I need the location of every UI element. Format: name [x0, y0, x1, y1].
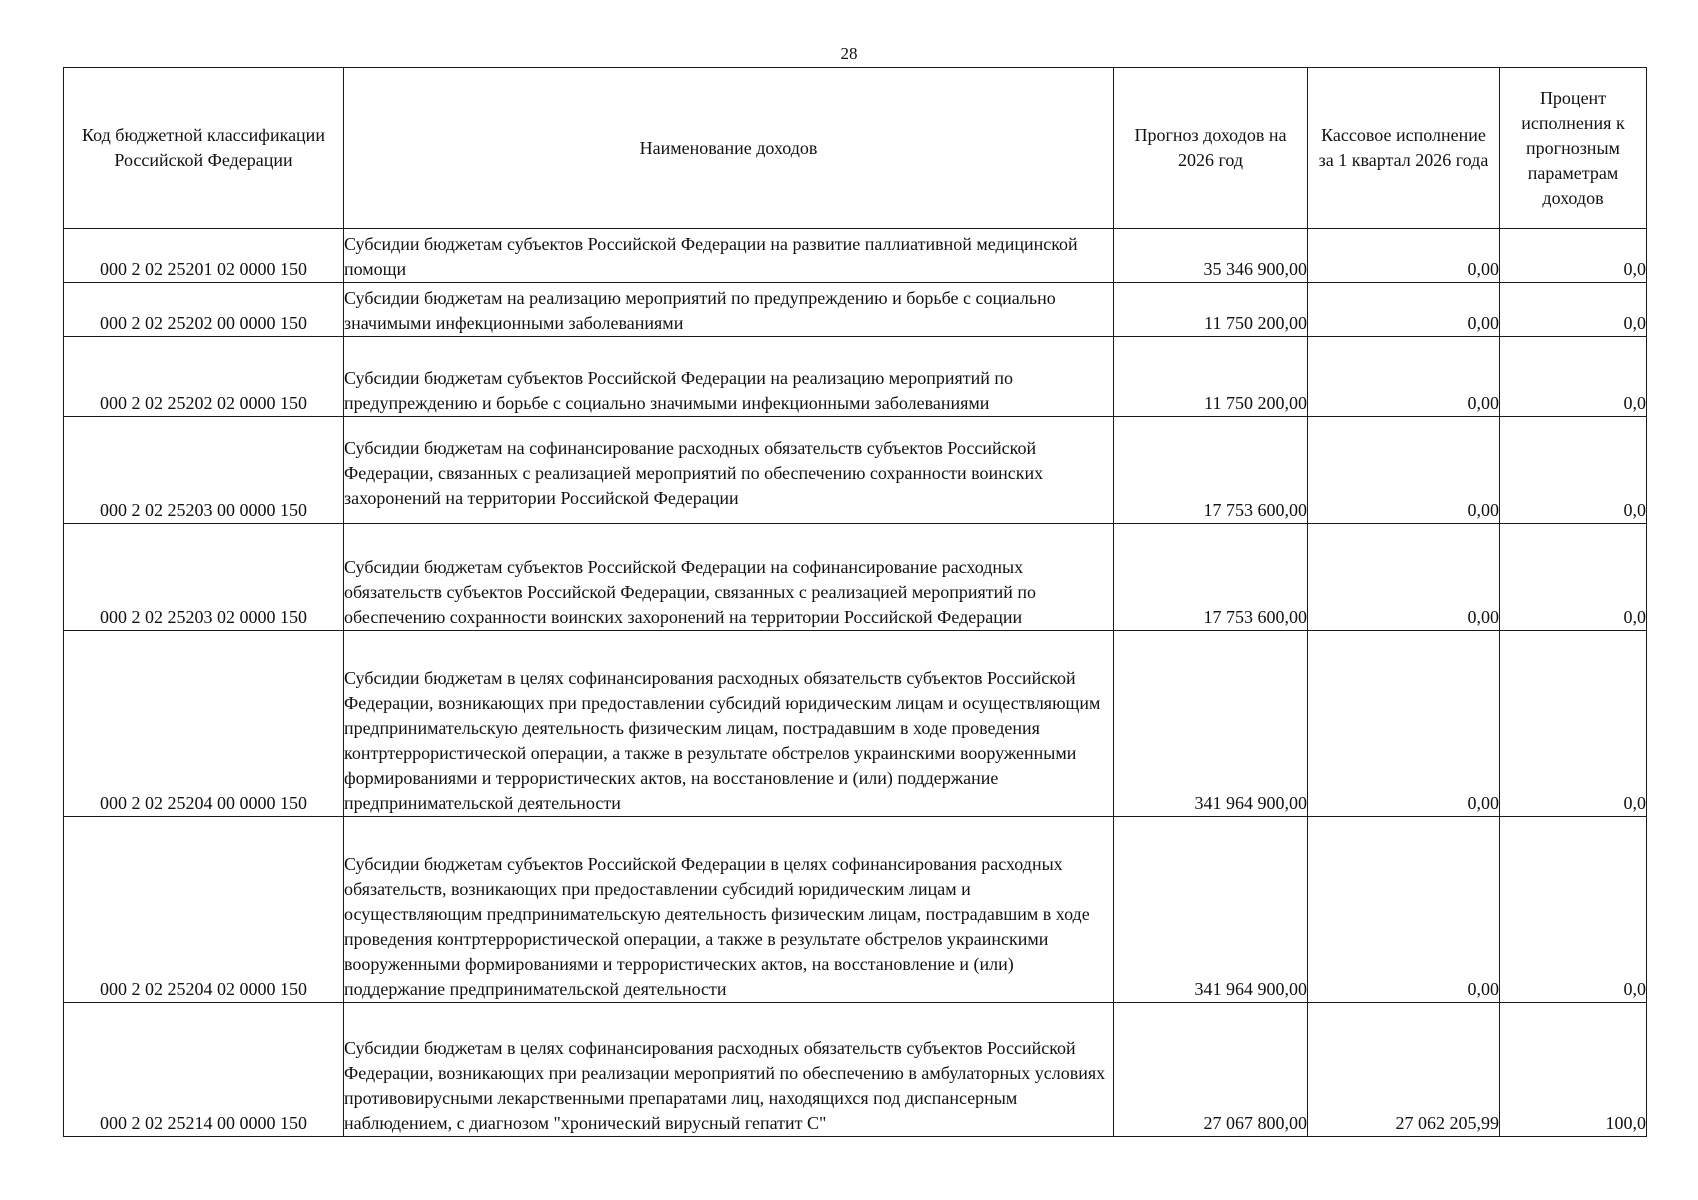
- row-executed: 27 062 205,99: [1308, 1003, 1500, 1137]
- row-percent: 0,0: [1500, 631, 1647, 817]
- header-forecast: Прогноз доходов на 2026 год: [1114, 68, 1308, 229]
- row-forecast: 11 750 200,00: [1114, 283, 1308, 337]
- table-row: [64, 283, 1647, 337]
- row-percent: 0,0: [1500, 417, 1647, 524]
- page-number: 28: [840, 44, 858, 63]
- row-percent: 0,0: [1500, 337, 1647, 417]
- table-row: [64, 417, 1647, 524]
- row-code: 000 2 02 25203 00 0000 150: [64, 417, 344, 524]
- row-percent: 0,0: [1500, 283, 1647, 337]
- row-executed: 0,00: [1308, 337, 1500, 417]
- row-code: 000 2 02 25202 00 0000 150: [64, 283, 344, 337]
- header-executed: Кассовое исполнение за 1 квартал 2026 года: [1308, 68, 1500, 229]
- row-name: Субсидии бюджетам на софинансирование расходных обязательств субъектов Российской Федерации, связанных с реализацией мероприятий по обеспечению сохранности воинских захоронений на территории Российской Федерации: [344, 417, 1114, 524]
- header-percent: Процент исполнения к прогнозным параметрам доходов: [1500, 68, 1647, 229]
- header-code: Код бюджетной классификации Российской Федерации: [64, 68, 344, 229]
- row-code: 000 2 02 25204 00 0000 150: [64, 631, 344, 817]
- table-row: [64, 524, 1647, 631]
- row-executed: 0,00: [1308, 283, 1500, 337]
- row-executed: 0,00: [1308, 417, 1500, 524]
- row-code: 000 2 02 25202 02 0000 150: [64, 337, 344, 417]
- table-row: [64, 1003, 1647, 1137]
- row-executed: 0,00: [1308, 229, 1500, 283]
- row-name: Субсидии бюджетам на реализацию мероприятий по предупреждению и борьбе с социально значимыми инфекционными заболеваниями: [344, 283, 1114, 337]
- row-name: Субсидии бюджетам в целях софинансирования расходных обязательств субъектов Российской Федерации, возникающих при предоставлении субсидий юридическим лицам и осуществляющим предпринимательскую деятельность физическим лицам, пострадавшим в ходе проведения контртеррористической операции, а также в результате обстрелов украинскими вооруженными формированиями и террористических актов, на восстановление и (или) поддержание предпринимательской деятельности: [344, 631, 1114, 817]
- table-header-row: [64, 68, 1647, 229]
- table-row: [64, 229, 1647, 283]
- row-code: 000 2 02 25201 02 0000 150: [64, 229, 344, 283]
- table-row: [64, 817, 1647, 1003]
- row-name: Субсидии бюджетам в целях софинансирования расходных обязательств субъектов Российской Федерации, возникающих при реализации мероприятий по обеспечению в амбулаторных условиях противовирусными лекарственными препаратами лиц, находящихся под диспансерным наблюдением, с диагнозом "хронический вирусный гепатит С": [344, 1003, 1114, 1137]
- row-executed: 0,00: [1308, 524, 1500, 631]
- row-code: 000 2 02 25214 00 0000 150: [64, 1003, 344, 1137]
- row-forecast: 35 346 900,00: [1114, 229, 1308, 283]
- header-name: Наименование доходов: [344, 68, 1114, 229]
- table-row: [64, 631, 1647, 817]
- row-name: Субсидии бюджетам субъектов Российской Федерации на развитие паллиативной медицинской помощи: [344, 229, 1114, 283]
- row-forecast: 341 964 900,00: [1114, 631, 1308, 817]
- row-name: Субсидии бюджетам субъектов Российской Федерации на реализацию мероприятий по предупреждению и борьбе с социально значимыми инфекционными заболеваниями: [344, 337, 1114, 417]
- row-name: Субсидии бюджетам субъектов Российской Федерации на софинансирование расходных обязательств субъектов Российской Федерации, связанных с реализацией мероприятий по обеспечению сохранности воинских захоронений на территории Российской Федерации: [344, 524, 1114, 631]
- row-forecast: 11 750 200,00: [1114, 337, 1308, 417]
- row-percent: 0,0: [1500, 817, 1647, 1003]
- row-executed: 0,00: [1308, 631, 1500, 817]
- row-percent: 0,0: [1500, 524, 1647, 631]
- revenue-table: [63, 67, 1647, 1137]
- row-code: 000 2 02 25203 02 0000 150: [64, 524, 344, 631]
- row-forecast: 341 964 900,00: [1114, 817, 1308, 1003]
- row-forecast: 17 753 600,00: [1114, 524, 1308, 631]
- row-executed: 0,00: [1308, 817, 1500, 1003]
- row-forecast: 17 753 600,00: [1114, 417, 1308, 524]
- row-code: 000 2 02 25204 02 0000 150: [64, 817, 344, 1003]
- row-forecast: 27 067 800,00: [1114, 1003, 1308, 1137]
- table-row: [64, 337, 1647, 417]
- row-name: Субсидии бюджетам субъектов Российской Федерации в целях софинансирования расходных обязательств, возникающих при предоставлении субсидий юридическим лицам и осуществляющим предпринимательскую деятельность физическим лицам, пострадавшим в ходе проведения контртеррористической операции, а также в результате обстрелов украинскими вооруженными формированиями и террористических актов, на восстановление и (или) поддержание предпринимательской деятельности: [344, 817, 1114, 1003]
- row-percent: 0,0: [1500, 229, 1647, 283]
- row-percent: 100,0: [1500, 1003, 1647, 1137]
